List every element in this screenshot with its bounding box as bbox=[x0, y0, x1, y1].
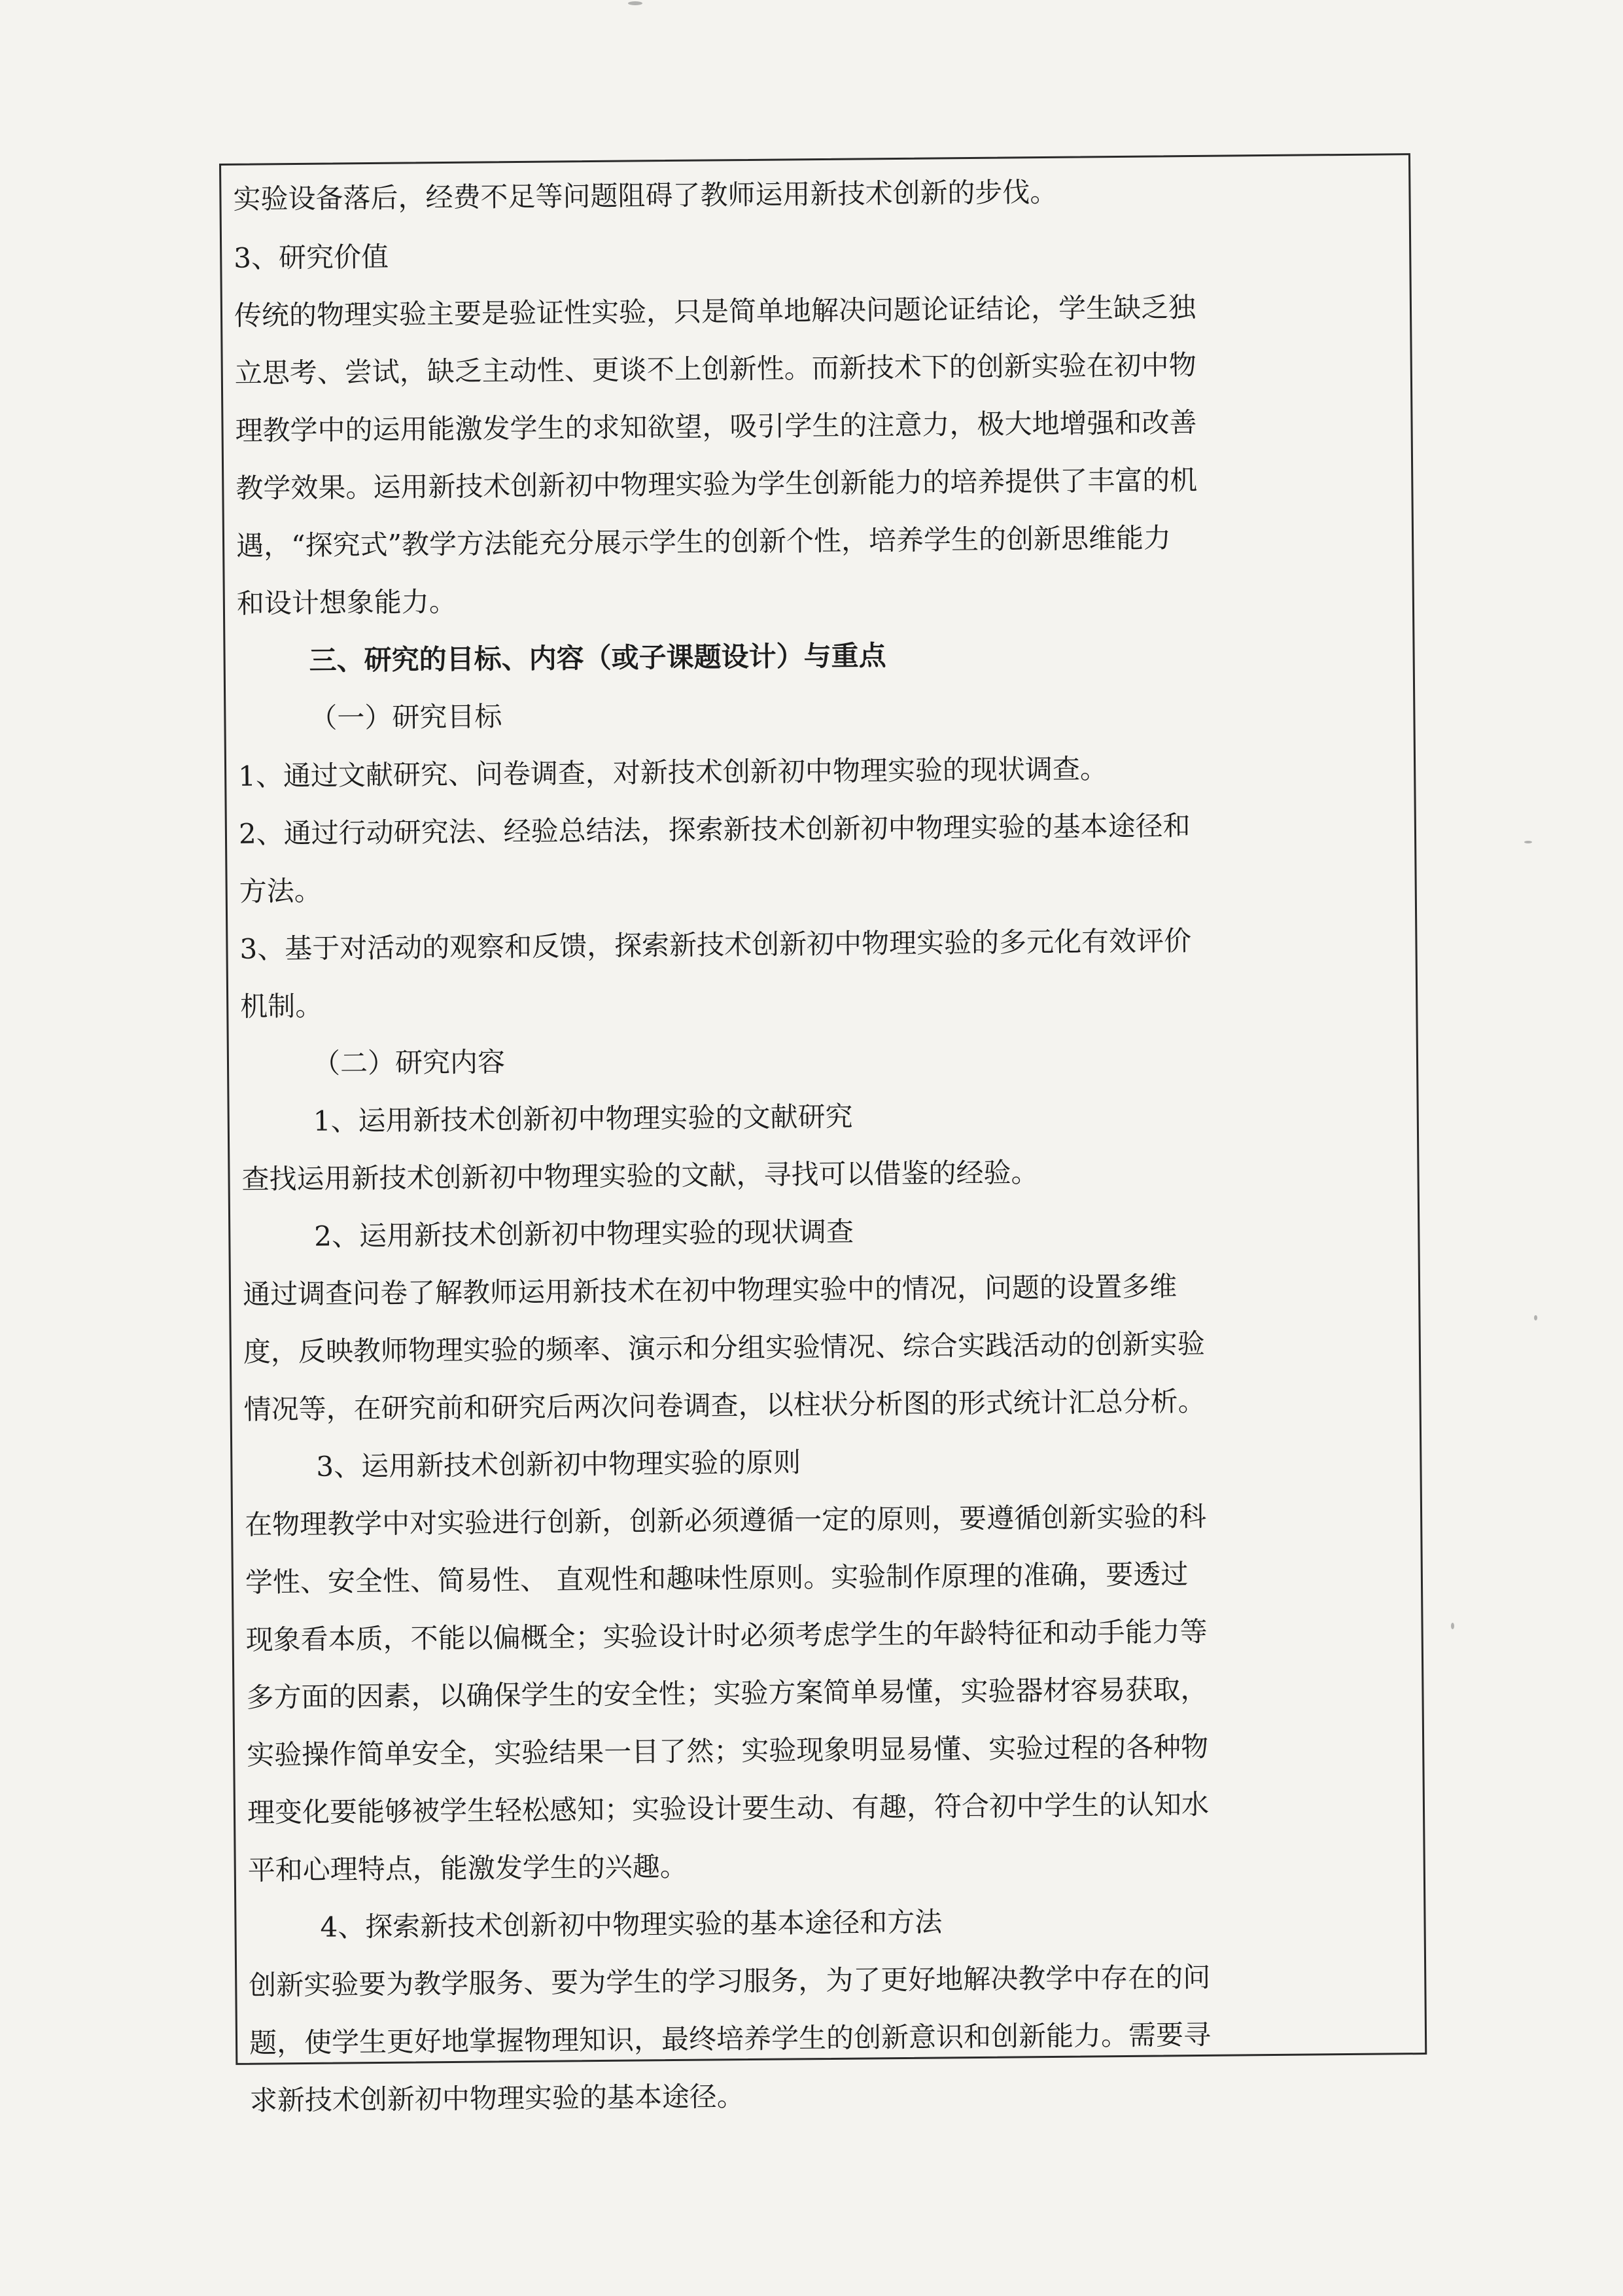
paragraph-line: 现象看本质，不能以偏概全；实验设计时必须考虑学生的年龄特征和动手能力等 bbox=[245, 1615, 1208, 1656]
document-body bbox=[233, 169, 1384, 2117]
paragraph-line: 创新实验要为教学服务、要为学生的学习服务，为了更好地解决教学中存在的问 bbox=[249, 1960, 1211, 2002]
subsection-heading: （二）研究内容 bbox=[312, 1046, 506, 1080]
paragraph-line: 求新技术创新初中物理实验的基本途径。 bbox=[249, 2080, 745, 2117]
paragraph-line: 理变化要能够被学生轻松感知；实验设计要生动、有趣，符合初中学生的认知水 bbox=[247, 1788, 1210, 1829]
paragraph-line: 3、基于对活动的观察和反馈，探索新技术创新初中物理实验的多元化有效评价 bbox=[239, 925, 1192, 965]
section-label: 3、研究价值 bbox=[234, 240, 389, 274]
paragraph-line: 平和心理特点，能激发学生的兴趣。 bbox=[247, 1850, 688, 1886]
paragraph-line: 遇，“探究式”教学方法能充分展示学生的创新个性，培养学生的创新思维能力 bbox=[236, 521, 1172, 562]
subsection-heading: （一）研究目标 bbox=[309, 700, 502, 734]
scan-speck bbox=[1534, 1315, 1537, 1320]
item-heading: 4、探索新技术创新初中物理实验的基本途径和方法 bbox=[320, 1905, 943, 1943]
scan-speck bbox=[1451, 1623, 1454, 1629]
paragraph-line: 实验设备落后，经费不足等问题阻碍了教师运用新技术创新的步伐。 bbox=[233, 175, 1058, 215]
paragraph-line: 2、通过行动研究法、经验总结法，探索新技术创新初中物理实验的基本途径和 bbox=[238, 809, 1191, 850]
document-frame bbox=[219, 153, 1427, 2117]
paragraph-line: 方法。 bbox=[239, 874, 322, 908]
paragraph-line: 学性、安全性、简易性、 直观性和趣味性原则。实验制作原理的准确，要透过 bbox=[245, 1558, 1189, 1598]
paragraph-line: 理教学中的运用能激发学生的求知欲望，吸引学生的注意力，极大地增强和改善 bbox=[235, 406, 1197, 447]
item-heading: 1、运用新技术创新初中物理实验的文献研究 bbox=[313, 1100, 853, 1137]
item-heading: 2、运用新技术创新初中物理实验的现状调查 bbox=[314, 1215, 854, 1252]
scan-speck bbox=[628, 1, 642, 5]
paragraph-line: 实验操作简单安全，实验结果一目了然；实验现象明显易懂、实验过程的各种物 bbox=[247, 1730, 1209, 1771]
paragraph-line: 题，使学生更好地掌握物理知识，最终培养学生的创新意识和创新能力。需要寻 bbox=[249, 2018, 1212, 2059]
paragraph-line: 和设计想象能力。 bbox=[236, 585, 457, 620]
paragraph-line: 1、通过文献研究、问卷调查，对新技术创新初中物理实验的现状调查。 bbox=[237, 752, 1108, 792]
paragraph-line: 在物理教学中对实验进行创新，创新必须遵循一定的原则，要遵循创新实验的科 bbox=[244, 1500, 1207, 1541]
paragraph-line: 机制。 bbox=[240, 989, 323, 1023]
paragraph-line: 立思考、尝试，缺乏主动性、更谈不上创新性。而新技术下的创新实验在初中物 bbox=[234, 348, 1196, 389]
scan-speck bbox=[1524, 841, 1532, 843]
paragraph-line: 通过调查问卷了解教师运用新技术在初中物理实验中的情况，问题的设置多维 bbox=[242, 1270, 1178, 1311]
paragraph-line: 情况等，在研究前和研究后两次问卷调查，以柱状分析图的形式统计汇总分析。 bbox=[243, 1385, 1206, 1426]
section-heading: 三、研究的目标、内容（或子课题设计）与重点 bbox=[309, 639, 886, 677]
paragraph-line: 教学效果。运用新技术创新初中物理实验为学生创新能力的培养提供了丰富的机 bbox=[236, 463, 1198, 504]
paragraph-line: 多方面的因素，以确保学生的安全性；实验方案简单易懂，实验器材容易获取， bbox=[246, 1672, 1208, 1714]
paragraph-line: 传统的物理实验主要是验证性实验，只是简单地解决问题论证结论，学生缺乏独 bbox=[234, 291, 1196, 332]
paragraph-line: 查找运用新技术创新初中物理实验的文献，寻找可以借鉴的经验。 bbox=[241, 1156, 1039, 1195]
item-heading: 3、运用新技术创新初中物理实验的原则 bbox=[316, 1446, 801, 1483]
paragraph-line: 度，反映教师物理实验的频率、演示和分组实验情况、综合实践活动的创新实验 bbox=[243, 1327, 1206, 1368]
